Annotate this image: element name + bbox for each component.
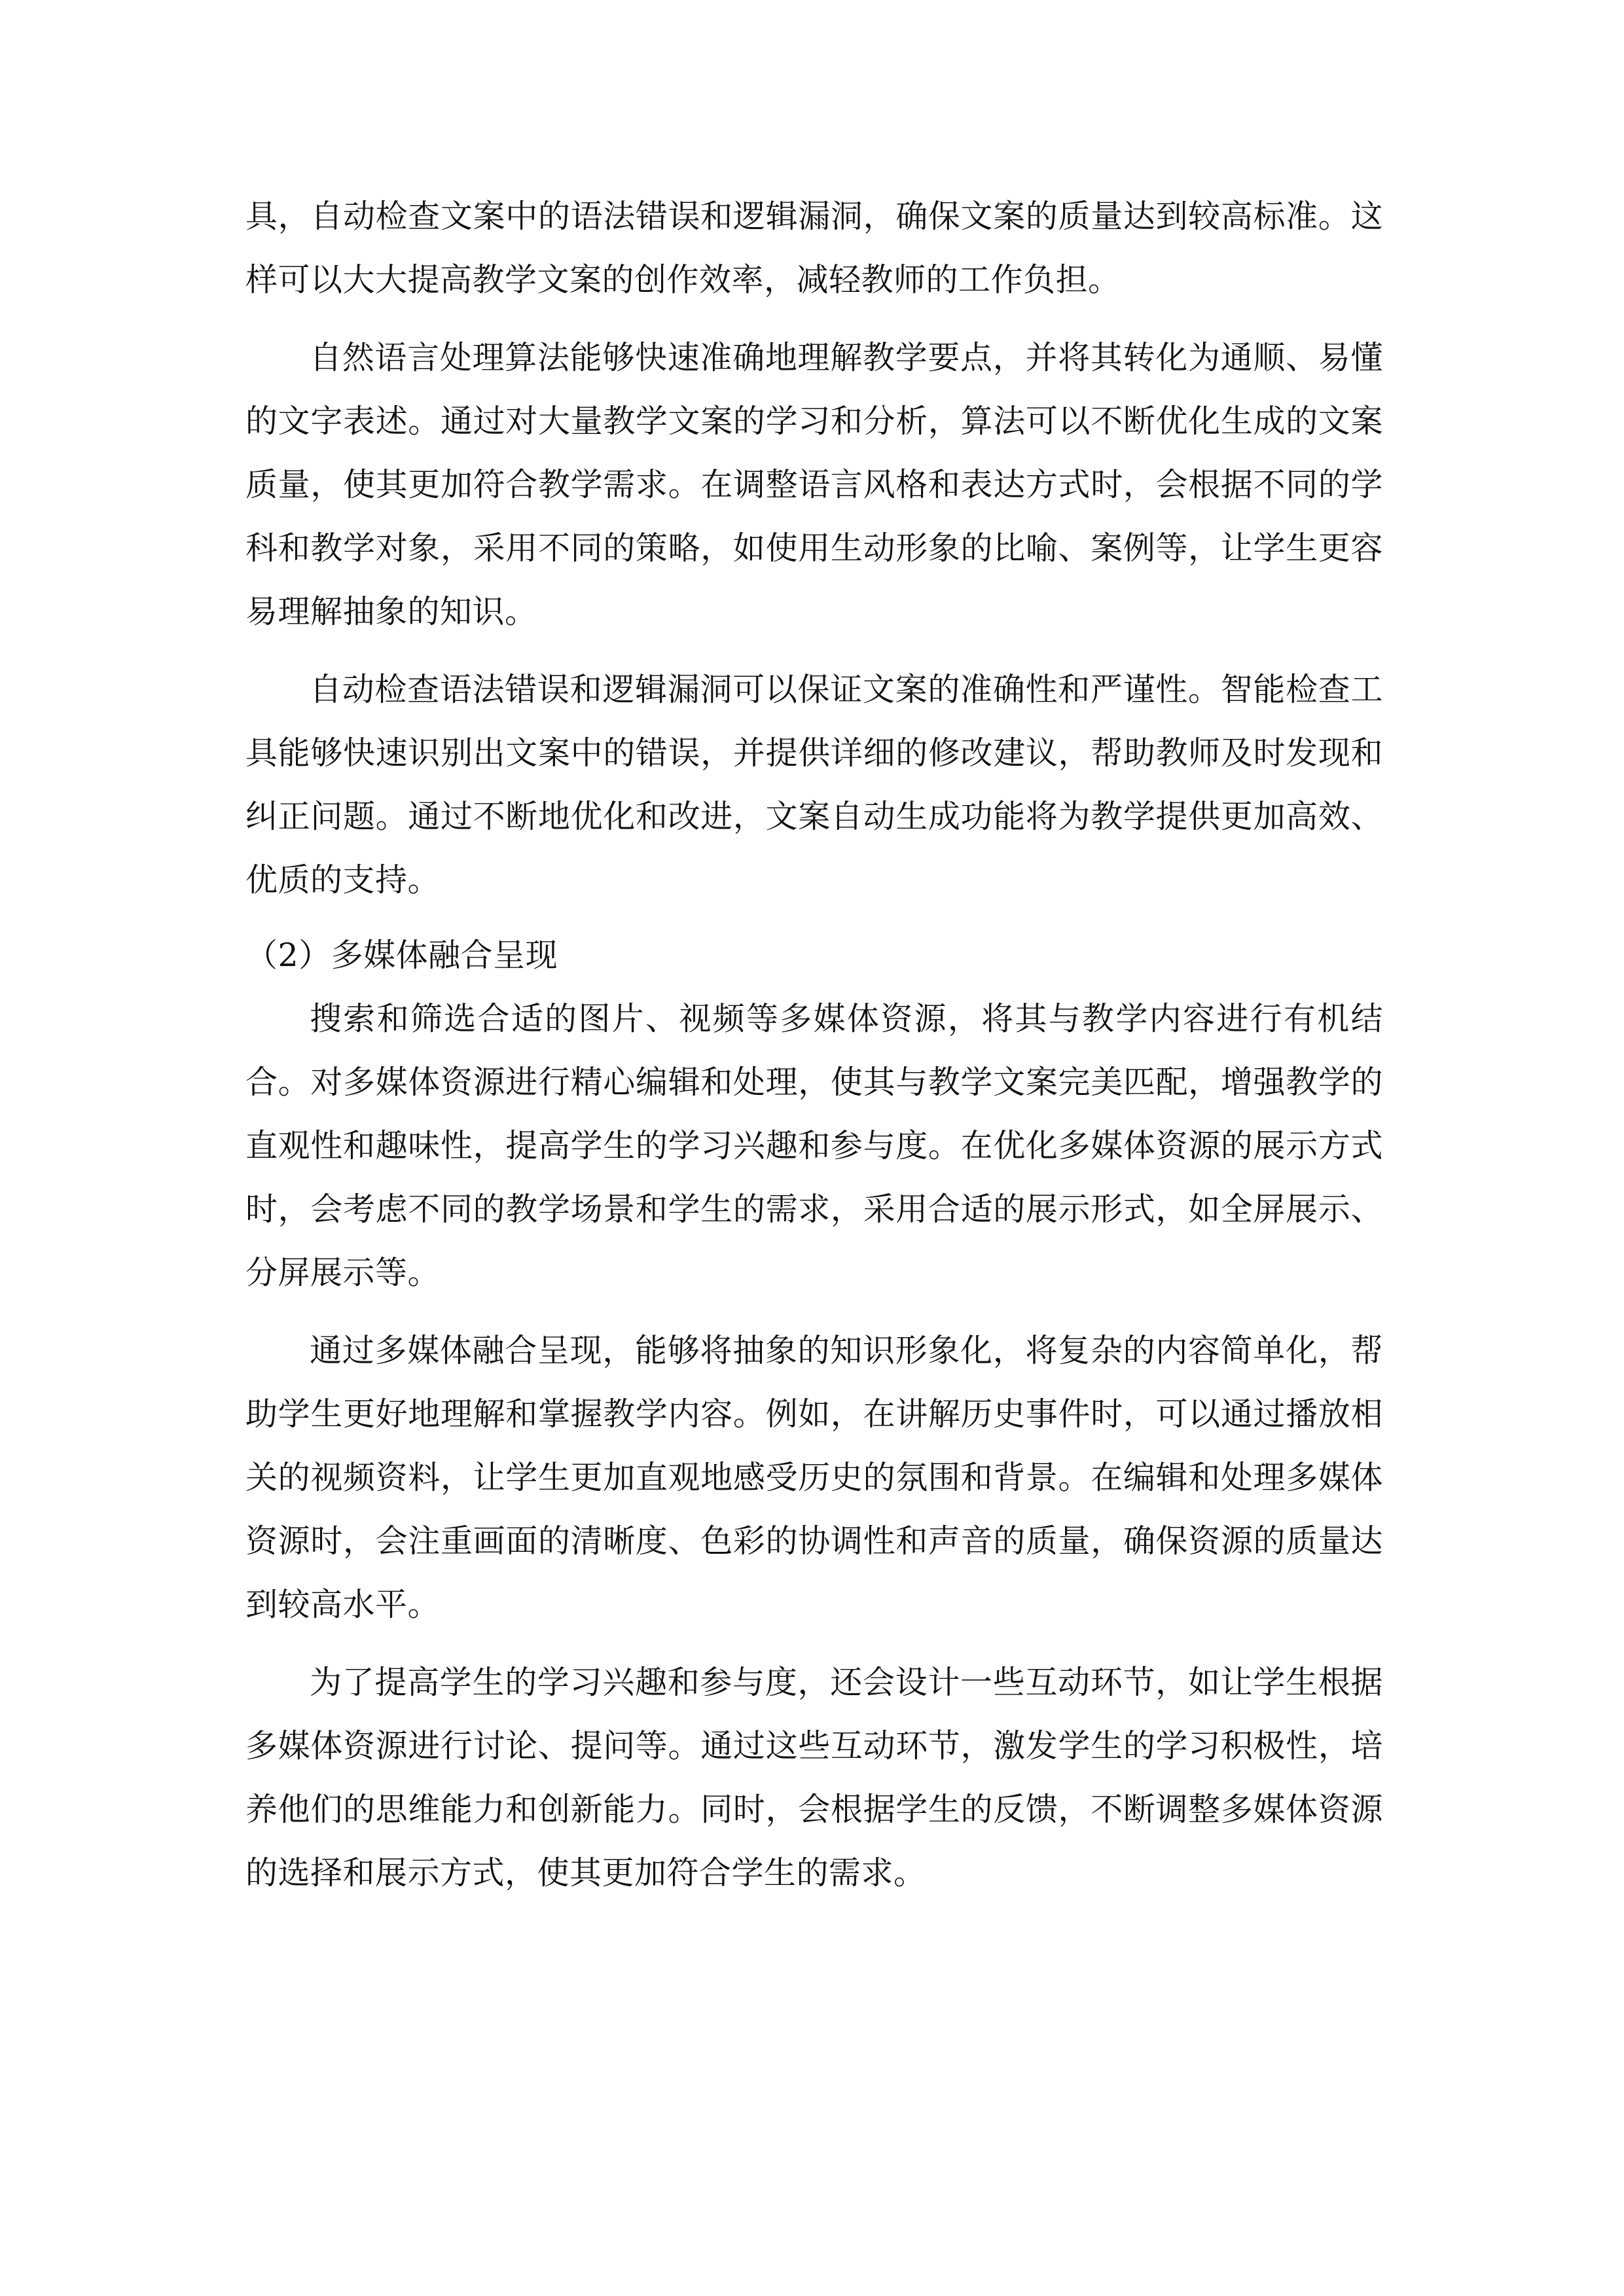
paragraph-interaction: 为了提高学生的学习兴趣和参与度，还会设计一些互动环节，如让学生根据多媒体资源进行讨论、提问等。通过这些互动环节，激发学生的学习积极性，培养他们的思维能力和创新能力。同时，会根据学生的反馈，不断调整多媒体资源的选择和展示方式，使其更加符合学生的需求。: [245, 1664, 1383, 1892]
paragraph-multimedia-presentation: 通过多媒体融合呈现，能够将抽象的知识形象化，将复杂的内容简单化，帮助学生更好地理解和掌握教学内容。例如，在讲解历史事件时，可以通过播放相关的视频资料，让学生更加直观地感受历史的氛围和背景。在编辑和处理多媒体资源时，会注重画面的清晰度、色彩的协调性和声音的质量，确保资源的质量达到较高水平。: [245, 1332, 1383, 1623]
paragraph-grammar-check: 自动检查语法错误和逻辑漏洞可以保证文案的准确性和严谨性。智能检查工具能够快速识别出文案中的错误，并提供详细的修改建议，帮助教师及时发现和纠正问题。通过不断地优化和改进，文案自动生成功能将为教学提供更加高效、优质的支持。: [245, 671, 1383, 899]
document-page: [245, 185, 1383, 1905]
paragraph-continuation: 具，自动检查文案中的语法错误和逻辑漏洞，确保文案的质量达到较高标准。这样可以大大提高教学文案的创作效率，减轻教师的工作负担。: [245, 198, 1383, 298]
paragraph-multimedia-search: 搜索和筛选合适的图片、视频等多媒体资源，将其与教学内容进行有机结合。对多媒体资源进行精心编辑和处理，使其与教学文案完美匹配，增强教学的直观性和趣味性，提高学生的学习兴趣和参与度。在优化多媒体资源的展示方式时，会考虑不同的教学场景和学生的需求，采用合适的展示形式，如全屏展示、分屏展示等。: [245, 1000, 1383, 1291]
section-heading-multimedia: （2）多媒体融合呈现: [245, 937, 558, 974]
paragraph-nlp-algorithm: 自然语言处理算法能够快速准确地理解教学要点，并将其转化为通顺、易懂的文字表述。通过对大量教学文案的学习和分析，算法可以不断优化生成的文案质量，使其更加符合教学需求。在调整语言风格和表达方式时，会根据不同的学科和教学对象，采用不同的策略，如使用生动形象的比喻、案例等，让学生更容易理解抽象的知识。: [245, 339, 1383, 630]
